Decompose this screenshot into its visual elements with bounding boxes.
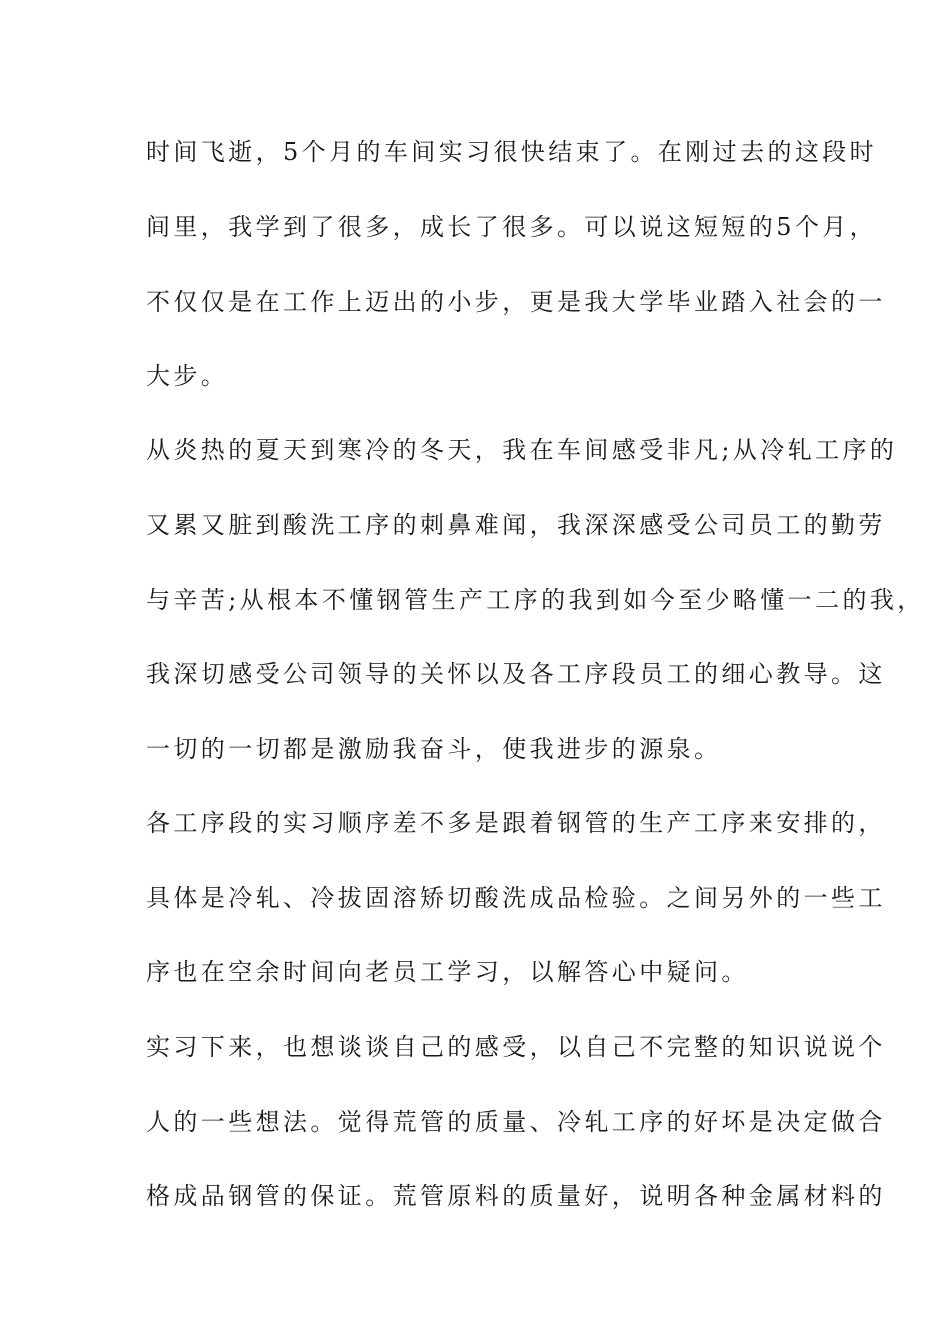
text-line: 与辛苦;从根本不懂钢管生产工序的我到如今至少略懂一二的我， <box>146 586 925 614</box>
text-line: 一切的一切都是激励我奋斗，使我进步的源泉。 <box>146 735 722 763</box>
text-line: 序也在空余时间向老员工学习，以解答心中疑问。 <box>146 958 749 986</box>
text-line: 格成品钢管的保证。荒管原料的质量好，说明各种金属材料的 <box>146 1182 886 1210</box>
text-line: 不仅仅是在工作上迈出的小步，更是我大学毕业踏入社会的一 <box>146 288 886 316</box>
text-line: 我深切感受公司领导的关怀以及各工序段员工的细心教导。这 <box>146 660 886 688</box>
text-line: 人的一些想法。觉得荒管的质量、冷轧工序的好坏是决定做合 <box>146 1108 886 1136</box>
text-line: 从炎热的夏天到寒冷的冬天，我在车间感受非凡;从冷轧工序的 <box>146 436 898 464</box>
text-line: 时间飞逝，5个月的车间实习很快结束了。在刚过去的这段时 <box>146 138 878 166</box>
text-line: 间里，我学到了很多，成长了很多。可以说这短短的5个月， <box>146 213 878 241</box>
text-line: 又累又脏到酸洗工序的刺鼻难闻，我深深感受公司员工的勤劳 <box>146 511 886 539</box>
text-line: 具体是冷轧、冷拔固溶矫切酸洗成品检验。之间另外的一些工 <box>146 884 886 912</box>
text-line: 实习下来，也想谈谈自己的感受，以自己不完整的知识说说个 <box>146 1033 886 1061</box>
text-line: 各工序段的实习顺序差不多是跟着钢管的生产工序来安排的， <box>146 809 886 837</box>
text-line: 大步。 <box>146 362 229 390</box>
